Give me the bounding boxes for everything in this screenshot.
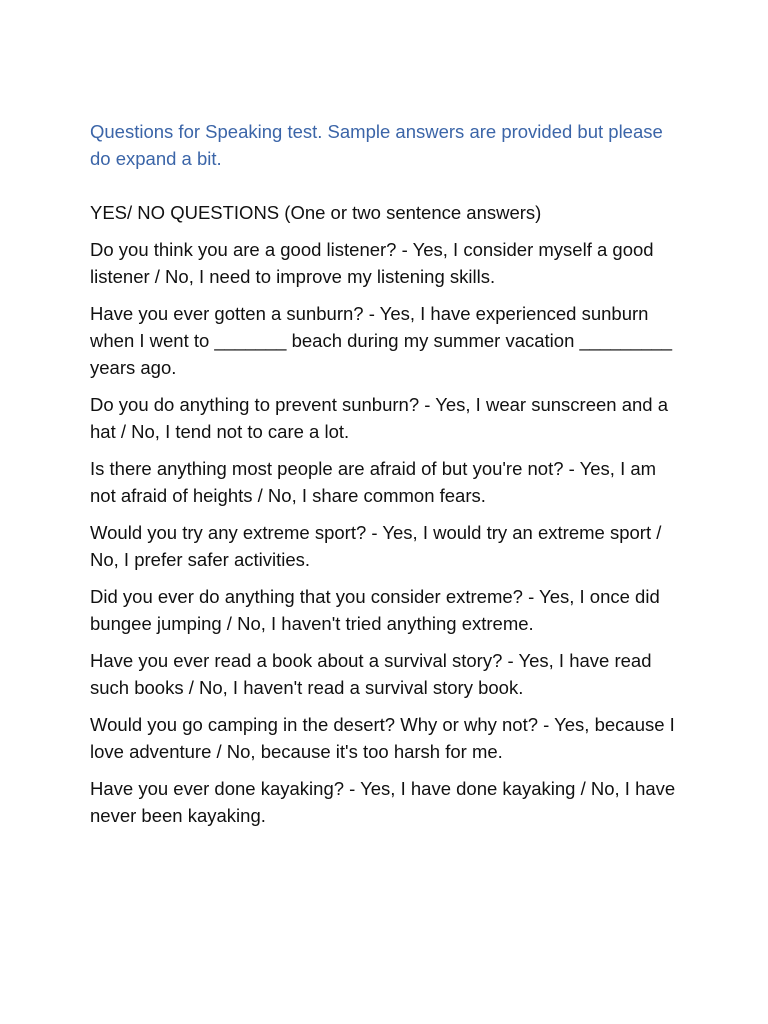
question-paragraph: Have you ever gotten a sunburn? - Yes, I have experienced sunburn when I went to _______ beach during my summer vacation _________ years ago.: [90, 303, 673, 378]
question-paragraph: Is there anything most people are afraid of but you're not? - Yes, I am not afraid of heights / No, I share common fears.: [90, 458, 657, 506]
question-paragraph: Would you try any extreme sport? - Yes, I would try an extreme sport / No, I prefer safer activities.: [90, 522, 662, 570]
question-paragraph: Did you ever do anything that you consider extreme? - Yes, I once did bungee jumping / No, I haven't tried anything extreme.: [90, 586, 660, 634]
question-paragraph: Have you ever read a book about a survival story? - Yes, I have read such books / No, I haven't read a survival story book.: [90, 650, 652, 698]
question-paragraph: Would you go camping in the desert? Why or why not? - Yes, because I love adventure / No, because it's too harsh for me.: [90, 714, 675, 762]
intro-paragraph: Questions for Speaking test. Sample answers are provided but please do expand a bit.: [90, 121, 663, 169]
question-paragraph: Do you do anything to prevent sunburn? - Yes, I wear sunscreen and a hat / No, I tend not to care a lot.: [90, 394, 668, 442]
question-paragraph: Have you ever done kayaking? - Yes, I have done kayaking / No, I have never been kayaking.: [90, 778, 676, 826]
document-body: [90, 118, 686, 839]
section-heading: YES/ NO QUESTIONS (One or two sentence answers): [90, 202, 542, 223]
question-paragraph: Do you think you are a good listener? - Yes, I consider myself a good listener / No, I need to improve my listening skills.: [90, 239, 654, 287]
